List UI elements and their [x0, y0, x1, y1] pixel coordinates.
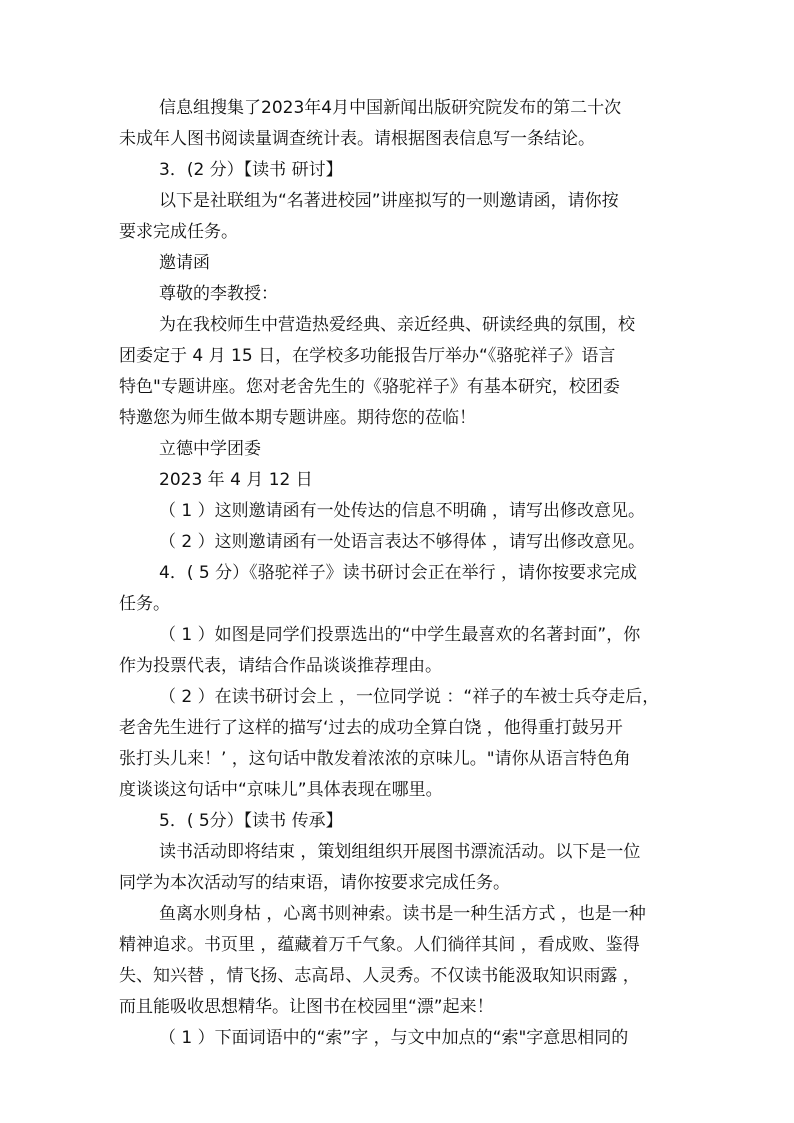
text-line: （ 1 ）下面词语中的“索”字 ，与文中加点的“索"字意思相同的 [159, 1028, 629, 1048]
paragraph [119, 837, 679, 899]
text-line: 读书活动即将结束 ，策划组组织开展图书漂流活动。以下是一位 [159, 842, 641, 862]
text-line: 老舍先生进行了这样的描写‘过去的成功全算白饶 ，他得重打鼓另开 [119, 718, 623, 738]
text-line: 3．(2 分）【读书 研讨】 [159, 160, 343, 180]
paragraph [119, 806, 679, 837]
text-line: 4．( 5 分）《骆驼祥子》读书研讨会正在举行 ，请你按要求完成 [159, 563, 637, 583]
text-line: 要求完成任务。 [119, 222, 238, 242]
paragraph [119, 496, 679, 527]
text-line: 度谈谈这句话中“京味儿”具体表现在哪里。 [119, 780, 443, 800]
text-line: 鱼离水则身枯 ，心离书则神索。读书是一种生活方式 ，也是一种 [159, 904, 646, 924]
paragraph [119, 527, 679, 558]
paragraph [119, 899, 679, 1023]
paragraph [119, 93, 679, 155]
paragraph [119, 558, 679, 620]
paragraph [119, 1023, 679, 1054]
text-line: （ 1 ）如图是同学们投票选出的“中学生最喜欢的名著封面”，你 [159, 625, 641, 645]
text-line: 作为投票代表，请结合作品谈谈推荐理由。 [119, 656, 442, 676]
text-line: 而且能吸收思想精华。让图书在校园里“漂”起来！ [119, 997, 494, 1017]
text-line: 2023 年 4 月 12 日 [159, 470, 313, 490]
text-line: 为在我校师生中营造热爱经典、亲近经典、研读经典的氛围，校 [159, 315, 635, 335]
paragraph [119, 279, 679, 310]
paragraph [119, 310, 679, 434]
paragraph [119, 434, 679, 465]
text-line: （ 1 ）这则邀请函有一处传达的信息不明确 ，请写出修改意见。 [159, 501, 646, 521]
text-line: 信息组搜集了2023年4月中国新闻出版研究院发布的第二十次 [159, 98, 622, 118]
text-line: （ 2 ）这则邀请函有一处语言表达不够得体 ，请写出修改意见。 [159, 532, 646, 552]
document-page [119, 93, 679, 1054]
text-line: 特邀您为师生做本期专题讲座。期待您的莅临！ [119, 408, 476, 428]
text-line: 团委定于 4 月 15 日，在学校多功能报告厅举办“《骆驼祥子》语言 [119, 346, 616, 366]
paragraph [119, 682, 679, 806]
text-line: 立德中学团委 [159, 439, 261, 459]
text-line: 特色"专题讲座。您对老舍先生的《骆驼祥子》有基本研究，校团委 [119, 377, 620, 397]
paragraph [119, 186, 679, 248]
paragraph [119, 465, 679, 496]
text-line: 尊敬的李教授： [159, 284, 278, 304]
paragraph [119, 155, 679, 186]
text-line: 邀请函 [159, 253, 210, 273]
text-line: 精神追求。书页里 ，蕴藏着万千气象。人们徜徉其间 ，看成败、鉴得 [119, 935, 640, 955]
text-line: 失、知兴替 ，情飞扬、志高昂、人灵秀。不仅读书能汲取知识雨露 ， [119, 966, 640, 986]
text-line: 任务。 [119, 594, 170, 614]
paragraph [119, 248, 679, 279]
paragraph [119, 620, 679, 682]
text-line: （ 2 ）在读书研讨会上 ，一位同学说 ：“祥子的车被士兵夺走后， [159, 687, 660, 707]
text-line: 5．( 5分）【读书 传承】 [159, 811, 343, 831]
text-line: 张打头儿来！’ ，这句话中散发着浓浓的京味儿。"请你从语言特色角 [119, 749, 631, 769]
text-line: 同学为本次活动写的结束语，请你按要求完成任务。 [119, 873, 510, 893]
text-line: 未成年人图书阅读量调查统计表。请根据图表信息写一条结论。 [119, 129, 595, 149]
text-line: 以下是社联组为“名著进校园”讲座拟写的一则邀请函，请你按 [159, 191, 619, 211]
